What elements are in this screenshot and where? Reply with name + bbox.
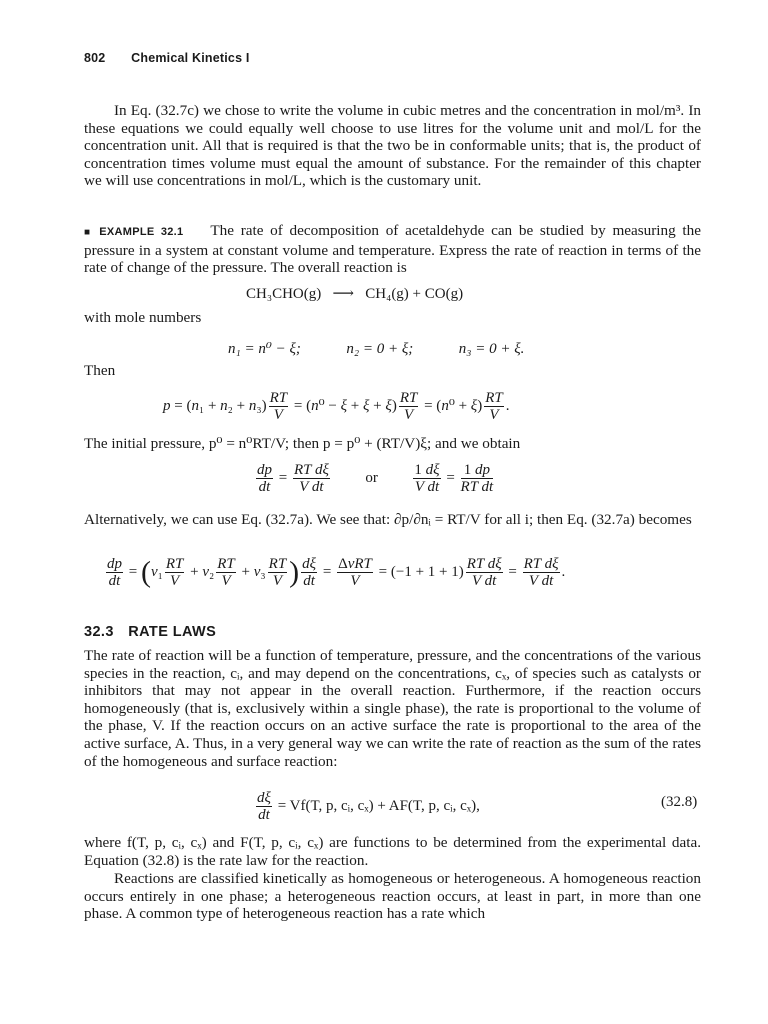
paragraph-units: [84, 102, 701, 190]
page-number: 802: [84, 51, 106, 65]
reaction-equation: CH₃CHO(g) ⟶ CH₄(g) + CO(g): [246, 286, 464, 302]
rate-pressure-equation: $\frac{dp}{dt}$ = $\frac{\text{RT dξ}}{\text{V dt}}$ or $\frac{1 d\xi}{\text{V dt}}$ = $\frac{1 dp}{\text{RT dt}}$: [257, 462, 494, 495]
partial-derivative-equation: $\frac{dp}{dt}$ = (ν₁ $\frac{RT}{V}$ + ν₂ $\frac{RT}{V}$ + ν₃ $\frac{RT}{V}$ ) $\frac{d\xi}{dt}$ = $\frac{\text{ΔνRT}}{V}$ = (−1 + 1 + 1) $\frac{\text{RT dξ}}{\text{V dt}}$ = $\frac{\text{RT dξ}}{\text{V dt}}$ .: [107, 555, 566, 589]
pressure-equation: p = (n₁ + n₂ + n₃) $\frac{RT}{V}$ = (n⁰ − ξ + ξ + ξ) $\frac{RT}{V}$ = (n⁰ + ξ) $\frac{RT}{V}$ .: [163, 390, 510, 423]
running-title: Chemical Kinetics I: [131, 51, 250, 65]
paragraph-rate-laws: The rate of reaction will be a function of temperature, pressure, and the concentrations of the various species in the reaction, cᵢ, and may depend on the concentrations, cₓ, of species such as catalysts or inhibitors that may not appear in the overall reaction. Furthermore, if the reaction occurs homogeneously (that is, exclusively within a single phase), the rate is proportional to the volume of the phase, V. If the reaction occurs on an active surface the rate is proportional to the area of the active surface, A. Thus, in a very general way we can write the rate of reaction as the sum of the rates of the homogeneous and surface reaction:: [84, 647, 701, 770]
paragraph-text: In Eq. (32.7c) we chose to write the volume in cubic metres and the concentration in mol/m³. In these equations we could equally well choose to use litres for the volume unit and mol/L for the concentration unit. All that is required is that the two be in conformable units; that is, the product of concentration times volume must equal the amount of substance. For the remainder of this chapter we will use concentrations in mol/L, which is the customary unit.: [84, 102, 701, 190]
paragraph-where: where f(T, p, cᵢ, cₓ) and F(T, p, cᵢ, cₓ) are functions to be determined from the experimental data. Equation (32.8) is the rate law for the reaction.: [84, 834, 701, 869]
example-text: The rate of decomposition of acetaldehyde can be studied by measuring the pressure in a system at constant volume and temperature. Express the rate of reaction in terms of the rate of change of the pressure. The overall reaction is: [84, 222, 701, 277]
paragraph-classification: Reactions are classified kinetically as homogeneous or heterogeneous. A homogeneous reaction occurs entirely in one phase; a heterogeneous reaction occurs, at least in part, in more than one phase. A common type of heterogeneous reaction has a rate which: [84, 870, 701, 923]
example-label: ■ EXAMPLE 32.1: [84, 226, 183, 238]
then-line: Then: [84, 362, 116, 379]
initial-pressure-line: The initial pressure, p⁰ = n⁰RT/V; then p = p⁰ + (RT/V)ξ; and we obtain: [84, 435, 521, 452]
section-heading: 32.3 RATE LAWS: [84, 624, 217, 640]
reaction-arrow: ⟶: [332, 286, 354, 302]
running-header: [84, 51, 250, 65]
with-mole-numbers-line: with mole numbers: [84, 309, 202, 326]
rate-law-equation: $\frac{d\xi}{dt}$ = Vf(T, p, cᵢ, cₓ) + AF(T, p, cᵢ, cₓ),: [257, 790, 480, 823]
mole-numbers-equation: n₁ = n⁰ − ξ; n₂ = 0 + ξ; n₃ = 0 + ξ.: [228, 341, 525, 357]
alternatively-line: Alternatively, we can use Eq. (32.7a). We see that: ∂p/∂nᵢ = RT/V for all i; then Eq. (32.7a) becomes: [84, 511, 692, 528]
equation-number: (32.8): [661, 794, 698, 810]
example-intro: [84, 222, 701, 277]
